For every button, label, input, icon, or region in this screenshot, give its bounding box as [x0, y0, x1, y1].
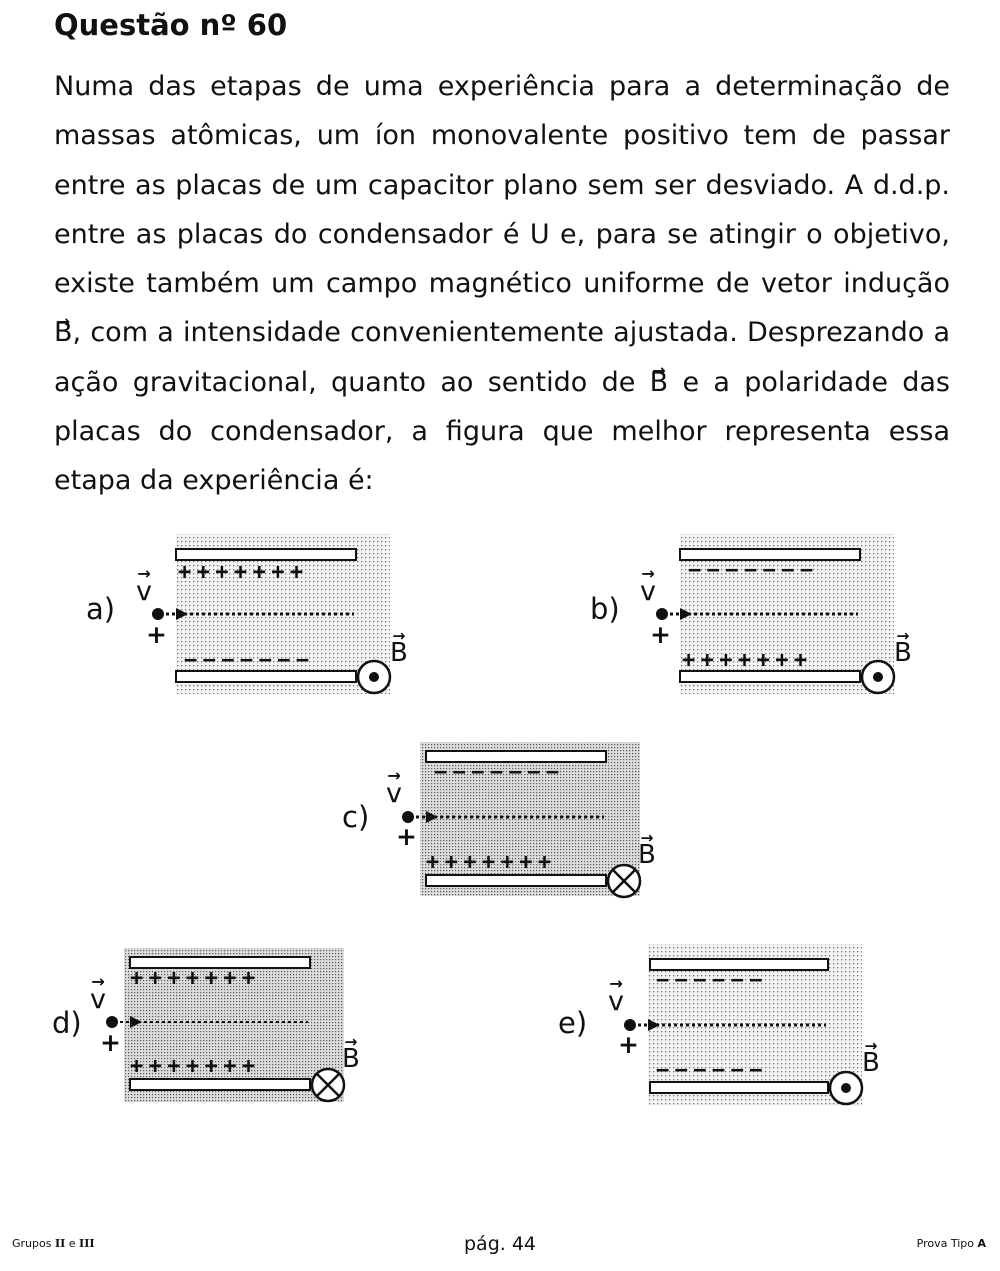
- option-label: c): [342, 800, 370, 834]
- bottom-plate-signs: −−−−−−: [656, 1058, 768, 1083]
- option-e-figure[interactable]: [556, 942, 886, 1112]
- footer-exam-letter: A: [977, 1237, 986, 1250]
- option-a-figure[interactable]: [84, 532, 414, 702]
- option-label: e): [558, 1006, 588, 1040]
- charge-label: +: [618, 1030, 639, 1059]
- velocity-label: → v: [608, 986, 624, 1017]
- footer-exam-prefix: Prova Tipo: [916, 1237, 974, 1250]
- question-text: [54, 62, 950, 506]
- velocity-label: → v: [386, 778, 402, 809]
- field-label: → B: [862, 1048, 880, 1078]
- footer-exam-type: [917, 1237, 986, 1250]
- field-label: → B: [894, 638, 912, 668]
- charge-label: +: [650, 620, 671, 649]
- charge-label: +: [396, 822, 417, 851]
- top-plate-signs: −−−−−−: [656, 968, 768, 993]
- charge-label: +: [100, 1028, 121, 1057]
- option-c-figure[interactable]: [340, 740, 670, 910]
- top-plate-signs: +++++++: [130, 966, 261, 991]
- bottom-plate-signs: +++++++: [130, 1054, 261, 1079]
- page-number: pág. 44: [463, 1233, 537, 1255]
- velocity-label: → v: [136, 576, 152, 607]
- vector-b-symbol: → B: [54, 308, 73, 357]
- velocity-label: → v: [640, 576, 656, 607]
- top-plate-signs: −−−−−−−: [688, 558, 819, 583]
- footer-group-ii: II: [54, 1237, 66, 1250]
- top-plate-signs: −−−−−−−: [434, 760, 565, 785]
- question-title: Questão nº 60: [54, 8, 288, 42]
- bottom-plate-signs: −−−−−−−: [184, 648, 315, 673]
- option-label: d): [52, 1006, 82, 1040]
- footer-groups-join: e: [68, 1237, 76, 1250]
- bottom-plate-signs: +++++++: [682, 648, 813, 673]
- option-label: b): [590, 592, 620, 626]
- question-text-part-3: e a polaridade das placas do condensador, a figura que melhor representa essa etapa da experiência é:: [54, 366, 950, 497]
- velocity-label: → v: [90, 984, 106, 1015]
- vector-b-symbol: → B: [650, 358, 669, 407]
- field-label: → B: [638, 840, 656, 870]
- bottom-plate-signs: +++++++: [426, 850, 557, 875]
- charge-label: +: [146, 620, 167, 649]
- option-label: a): [86, 592, 116, 626]
- field-label: → B: [390, 638, 408, 668]
- question-text-part-2: , com a intensidade convenientemente ajustada. Desprezando a ação gravitacional, quanto ao sentido de: [54, 317, 950, 398]
- question-text-part-1: Numa das etapas de uma experiência para a determinação de massas atômicas, um íon monovalente positivo tem de passar entre as placas de um capacitor plano sem ser desviado. A d.d.p. entre as placas do condensador é U e, para se atingir o objetivo, existe também um campo magnético uniforme de vetor indução: [54, 71, 950, 300]
- footer-group-iii: III: [79, 1237, 95, 1250]
- field-label: → B: [342, 1044, 360, 1074]
- option-d-figure[interactable]: [52, 946, 382, 1116]
- top-plate-signs: +++++++: [178, 560, 309, 585]
- option-b-figure[interactable]: [588, 532, 918, 702]
- footer-groups-prefix: Grupos: [12, 1237, 52, 1250]
